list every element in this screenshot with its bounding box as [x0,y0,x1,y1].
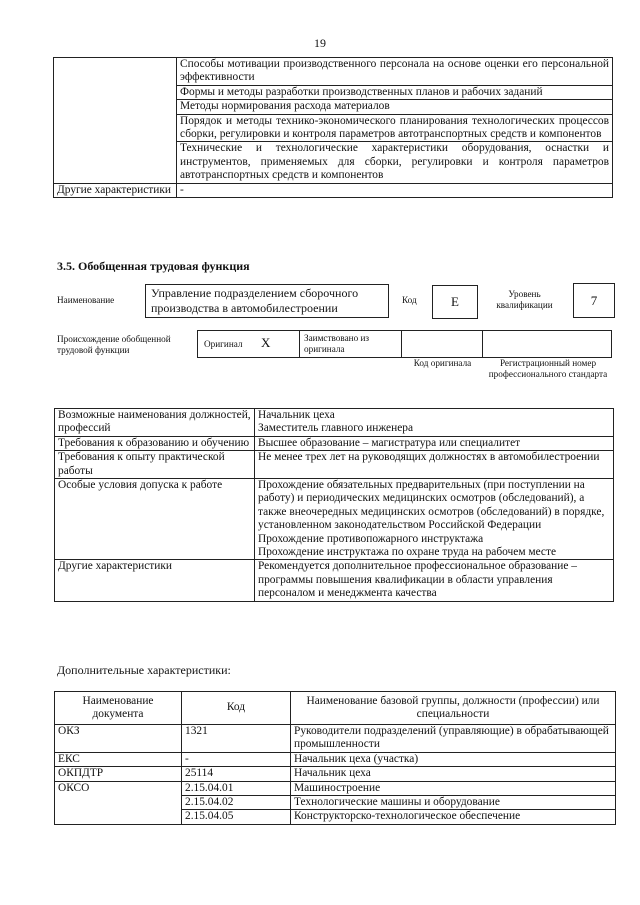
section-title: 3.5. Обобщенная трудовая функция [57,259,250,273]
table-cell: 2.15.04.05 [182,810,291,824]
requirements-table [54,408,614,602]
table-cell-label: Требования к образованию и обучению [55,436,255,450]
table-cell: ОКСО [55,781,182,824]
table-cell: Формы и методы разработки производственных планов и рабочих заданий [177,85,613,99]
other-characteristics-value: - [177,183,613,197]
level-label: Уровень квалификации [496,289,553,310]
value-line: Прохождение обязательных предварительных (при поступлении на работу) и периодических медицинских осмотров (обследований), а также внеочередных медицинских осмотров (обследований) в порядке, установленном законодательством Российской Федерации [258,479,605,532]
origin-label: Происхождение обобщенной трудовой функции [57,334,171,355]
level-value: 7 [573,283,615,318]
divider [401,331,402,357]
table-cell: Начальник цеха (участка) [291,752,616,766]
original-mark: X [261,335,271,350]
header-name: Наименование базовой группы, должности (профессии) или специальности [291,692,616,725]
table-cell: 1321 [182,725,291,753]
table-cell: Порядок и методы технико-экономического планирования технологических процессов сборки, регулировки и контроля параметров автотранспортных средств и компонентов [177,114,613,142]
original-label: Оригинал [204,339,243,349]
code-label: Код [402,295,417,305]
table-cell-value: Высшее образование – магистратура или специалитет [255,436,614,450]
table-cell-empty [54,58,177,184]
table-header-row [55,692,616,725]
table-row [55,752,616,766]
table-cell: ЕКС [55,752,182,766]
table-row [54,183,613,197]
table-row [55,767,616,781]
table-cell-value: Не менее трех лет на руководящих должностях в автомобилестроении [255,451,614,479]
table-row [55,560,614,601]
table-cell-label: Особые условия допуска к работе [55,479,255,560]
table-row [55,781,616,795]
table-cell-value [255,409,614,437]
name-label: Наименование [57,295,115,305]
table-cell: ОКПДТР [55,767,182,781]
table-cell: ОКЗ [55,725,182,753]
knowledge-table [53,57,613,198]
table-cell-label: Возможные наименования должностей, профессий [55,409,255,437]
table-cell: Конструкторско-технологическое обеспечение [291,810,616,824]
code-value: E [432,285,478,319]
table-cell: Методы нормирования расхода материалов [177,100,613,114]
value-line: Прохождение противопожарного инструктажа [258,532,484,545]
table-row [55,451,614,479]
value-line: Заместитель главного инженера [258,422,414,435]
value-line: Начальник цеха [258,409,335,421]
table-cell-label: Требования к опыту практической работы [55,451,255,479]
table-cell: Начальник цеха [291,767,616,781]
table-cell-value [255,479,614,560]
additional-title: Дополнительные характеристики: [57,663,231,677]
table-cell: 25114 [182,767,291,781]
divider [299,331,300,357]
table-cell: Руководители подразделений (управляющие) в обрабатывающей промышленности [291,725,616,753]
table-cell-value: Рекомендуется дополнительное профессиональное образование – программы повышения квалификации в области управления персоналом и менеджмента качества [255,560,614,601]
other-characteristics-label: Другие характеристики [54,183,177,197]
table-row [55,409,614,437]
name-value: Управление подразделением сборочного производства в автомобилестроении [145,284,389,318]
table-cell: 2.15.04.01 [182,781,291,795]
table-cell: Машиностроение [291,781,616,795]
code-original-caption: Код оригинала [413,358,472,368]
table-cell: 2.15.04.02 [182,796,291,810]
table-row [55,436,614,450]
table-cell: Способы мотивации производственного персонала на основе оценки его персональной эффективности [177,58,613,86]
origin-box [197,330,612,358]
header-doc: Наименование документа [55,692,182,725]
table-row [55,725,616,753]
table-cell: Технические и технологические характеристики оборудования, оснастки и инструментов, применяемых для сборки, регулировки и контроля параметров автотранспортных средств и компонентов [177,142,613,183]
page-number: 19 [314,36,326,50]
reg-number-caption: Регистрационный номер профессионального стандарта [488,358,608,379]
header-code: Код [182,692,291,725]
divider [482,331,483,357]
table-cell: - [182,752,291,766]
table-cell-label: Другие характеристики [55,560,255,601]
value-line: Прохождение инструктажа по охране труда на рабочем месте [258,546,557,559]
table-row [55,479,614,560]
borrowed-label: Заимствовано из оригинала [304,333,370,354]
table-row [54,58,613,86]
additional-table [54,691,616,825]
table-cell: Технологические машины и оборудование [291,796,616,810]
